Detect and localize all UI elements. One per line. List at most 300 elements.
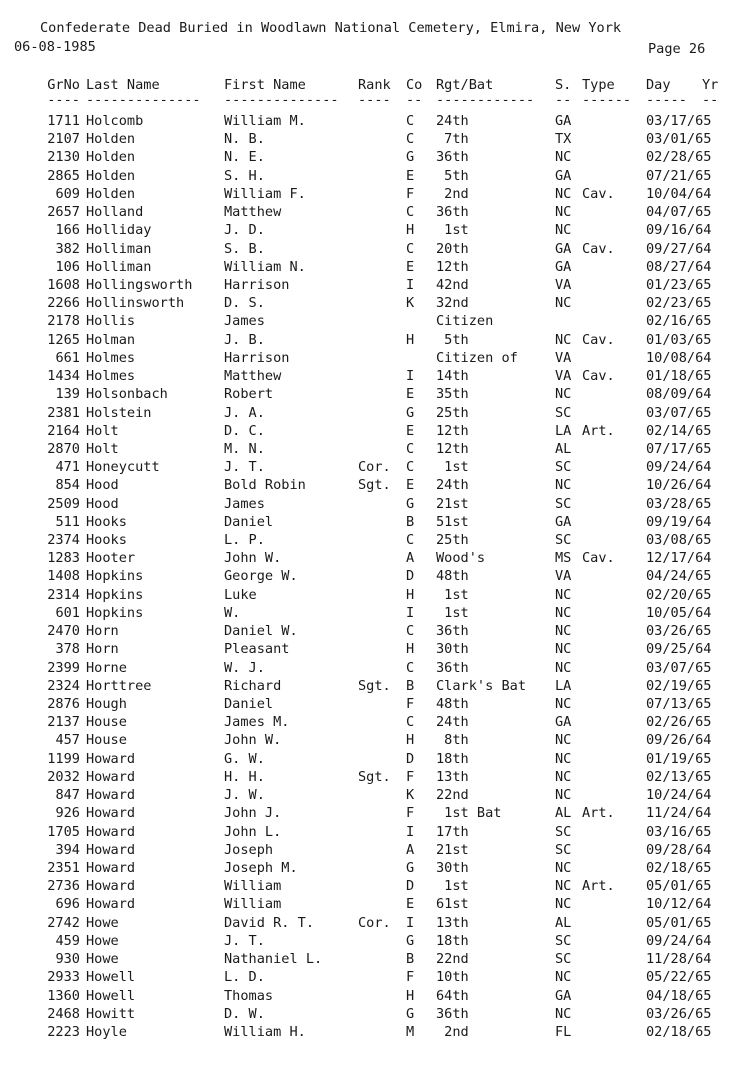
cell-grno: 601 xyxy=(55,604,80,621)
cell-last-name: Horttree xyxy=(86,677,152,694)
column-header-underline xyxy=(0,94,750,106)
cell-first-name: Pleasant xyxy=(224,641,290,658)
cell-last-name: Holman xyxy=(86,331,136,348)
document-date: 06-08-1985 xyxy=(14,39,96,55)
cell-regiment: 12th xyxy=(436,440,469,457)
cell-company: F xyxy=(406,696,415,712)
cell-last-name: Holsonbach xyxy=(86,386,168,403)
table-row xyxy=(0,604,750,622)
cell-last-name: Hooks xyxy=(86,532,127,549)
cell-state: NC xyxy=(555,623,572,640)
table-row xyxy=(0,932,750,950)
cell-regiment: 12th xyxy=(436,258,469,275)
cell-date: 04/07/65 xyxy=(646,204,712,221)
table-row xyxy=(0,221,750,239)
table-row xyxy=(0,203,750,221)
cell-company: C xyxy=(406,131,415,148)
cell-grno: 1199 xyxy=(47,750,80,767)
cell-grno: 1434 xyxy=(47,368,80,385)
table-row xyxy=(0,750,750,768)
cell-state: AL xyxy=(555,440,572,457)
cell-regiment: 13th xyxy=(436,768,469,785)
table-row xyxy=(0,659,750,677)
cell-grno: 854 xyxy=(55,477,80,494)
cell-company: H xyxy=(406,222,415,239)
cell-grno: 139 xyxy=(55,386,80,403)
cell-last-name: Horne xyxy=(86,659,127,676)
cell-state: AL xyxy=(555,914,572,931)
cell-grno: 930 xyxy=(55,951,80,968)
table-row xyxy=(0,276,750,294)
cell-state: NC xyxy=(555,331,572,348)
cell-company: C xyxy=(406,659,415,676)
cell-first-name: James xyxy=(224,313,265,330)
cell-regiment: 20th xyxy=(436,240,469,257)
cell-first-name: James xyxy=(224,495,265,512)
cell-last-name: Holliman xyxy=(86,240,152,257)
cell-regiment: Citizen of xyxy=(436,349,518,366)
cell-state: AL xyxy=(555,805,572,822)
table-row xyxy=(0,713,750,731)
cell-regiment: 18th xyxy=(436,750,469,767)
cell-last-name: Hollinsworth xyxy=(86,295,185,312)
cell-state: SC xyxy=(555,951,572,968)
cell-regiment: 25th xyxy=(436,532,469,549)
underline-state: -- xyxy=(555,92,572,108)
cell-regiment: 25th xyxy=(436,404,469,421)
cell-date: 07/21/65 xyxy=(646,167,712,184)
cell-first-name: W. J. xyxy=(224,659,265,676)
cell-first-name: John W. xyxy=(224,550,282,567)
table-row xyxy=(0,877,750,895)
cell-first-name: William F. xyxy=(224,185,306,202)
cell-last-name: Howard xyxy=(86,768,136,785)
cell-regiment: 21st xyxy=(436,495,469,512)
underline-last-name: -------------- xyxy=(86,92,201,108)
cell-grno: 457 xyxy=(55,732,80,749)
cell-state: GA xyxy=(555,113,572,129)
cell-date: 09/28/64 xyxy=(646,841,712,858)
column-header-regiment: Rgt/Bat xyxy=(436,77,494,93)
table-row xyxy=(0,240,750,258)
table-row xyxy=(0,786,750,804)
cell-regiment: 22nd xyxy=(436,951,469,968)
cell-rank: Sgt. xyxy=(358,768,391,785)
cell-date: 05/01/65 xyxy=(646,914,712,931)
cell-regiment: 1st xyxy=(436,586,469,603)
table-row xyxy=(0,586,750,604)
cell-date: 04/24/65 xyxy=(646,568,712,585)
cell-company: H xyxy=(406,641,415,658)
cell-grno: 106 xyxy=(55,258,80,275)
cell-grno: 2266 xyxy=(47,295,80,312)
cell-rank: Sgt. xyxy=(358,677,391,694)
cell-state: NC xyxy=(555,586,572,603)
cell-regiment: 17th xyxy=(436,823,469,840)
cell-regiment: 1st xyxy=(436,604,469,621)
cell-regiment: 24th xyxy=(436,477,469,494)
table-row xyxy=(0,404,750,422)
cell-last-name: Hollis xyxy=(86,313,136,330)
cell-last-name: Howe xyxy=(86,914,119,931)
cell-regiment: 1st Bat xyxy=(436,805,502,822)
cell-regiment: 36th xyxy=(436,623,469,640)
cell-grno: 2870 xyxy=(47,440,80,457)
cell-state: SC xyxy=(555,823,572,840)
table-row xyxy=(0,731,750,749)
cell-grno: 1360 xyxy=(47,987,80,1004)
cell-first-name: S. H. xyxy=(224,167,265,184)
cell-last-name: Hooks xyxy=(86,513,127,530)
cell-grno: 2381 xyxy=(47,404,80,421)
cell-company: M xyxy=(406,1023,415,1040)
cell-regiment: 1st xyxy=(436,878,469,895)
cell-company: G xyxy=(406,859,415,876)
cell-last-name: House xyxy=(86,714,127,731)
cell-company: D xyxy=(406,878,415,895)
cell-company: C xyxy=(406,623,415,640)
cell-first-name: William H. xyxy=(224,1023,306,1040)
cell-grno: 1705 xyxy=(47,823,80,840)
cell-grno: 2178 xyxy=(47,313,80,330)
cell-first-name: William M. xyxy=(224,113,306,129)
cell-grno: 2736 xyxy=(47,878,80,895)
cell-last-name: Holcomb xyxy=(86,113,144,129)
cell-last-name: Holland xyxy=(86,204,144,221)
cell-date: 12/17/64 xyxy=(646,550,712,567)
cell-first-name: Robert xyxy=(224,386,274,403)
column-header-first-name: First Name xyxy=(224,77,306,93)
cell-last-name: Holden xyxy=(86,167,136,184)
cell-company: D xyxy=(406,750,415,767)
cell-last-name: Holden xyxy=(86,149,136,166)
cell-date: 07/13/65 xyxy=(646,696,712,712)
cell-last-name: Howard xyxy=(86,805,136,822)
cell-regiment: 48th xyxy=(436,568,469,585)
cell-first-name: Daniel W. xyxy=(224,623,298,640)
cell-company: E xyxy=(406,896,415,913)
cell-date: 02/14/65 xyxy=(646,422,712,439)
cell-date: 03/08/65 xyxy=(646,532,712,549)
cell-last-name: Hollingsworth xyxy=(86,276,193,293)
cell-last-name: Hopkins xyxy=(86,604,144,621)
table-row xyxy=(0,112,750,130)
cell-last-name: Howard xyxy=(86,896,136,913)
cell-grno: 2933 xyxy=(47,969,80,986)
cell-state: NC xyxy=(555,477,572,494)
cell-last-name: House xyxy=(86,732,127,749)
cell-state: NC xyxy=(555,859,572,876)
cell-first-name: John L. xyxy=(224,823,282,840)
cell-grno: 2130 xyxy=(47,149,80,166)
cell-type: Cav. xyxy=(582,550,615,567)
table-row xyxy=(0,185,750,203)
cell-first-name: J. D. xyxy=(224,222,265,239)
table-row xyxy=(0,768,750,786)
cell-date: 10/26/64 xyxy=(646,477,712,494)
cell-company: E xyxy=(406,386,415,403)
cell-first-name: N. B. xyxy=(224,131,265,148)
cell-grno: 2374 xyxy=(47,532,80,549)
cell-company: G xyxy=(406,149,415,166)
cell-date: 05/22/65 xyxy=(646,969,712,986)
cell-date: 09/24/64 xyxy=(646,459,712,476)
cell-type: Cav. xyxy=(582,240,615,257)
cell-company: C xyxy=(406,240,415,257)
cell-date: 05/01/65 xyxy=(646,878,712,895)
cell-date: 11/28/64 xyxy=(646,951,712,968)
underline-company: -- xyxy=(406,92,423,108)
table-row xyxy=(0,968,750,986)
table-row xyxy=(0,859,750,877)
cell-regiment: 36th xyxy=(436,204,469,221)
cell-state: SC xyxy=(555,932,572,949)
cell-grno: 2223 xyxy=(47,1023,80,1040)
cell-regiment: 12th xyxy=(436,422,469,439)
cell-company: B xyxy=(406,677,415,694)
cell-regiment: 22nd xyxy=(436,787,469,804)
table-row xyxy=(0,804,750,822)
cell-regiment: 1st xyxy=(436,222,469,239)
cell-date: 04/18/65 xyxy=(646,987,712,1004)
cell-state: NC xyxy=(555,386,572,403)
cell-regiment: 5th xyxy=(436,167,469,184)
cell-company: F xyxy=(406,768,415,785)
cell-regiment: 30th xyxy=(436,859,469,876)
cell-regiment: 13th xyxy=(436,914,469,931)
cell-state: GA xyxy=(555,987,572,1004)
cell-first-name: Luke xyxy=(224,586,257,603)
cell-first-name: James M. xyxy=(224,714,290,731)
underline-type: ------ xyxy=(582,92,632,108)
table-row xyxy=(0,640,750,658)
cell-date: 01/23/65 xyxy=(646,276,712,293)
cell-first-name: Joseph M. xyxy=(224,859,298,876)
cell-rank: Sgt. xyxy=(358,477,391,494)
cell-type: Cav. xyxy=(582,185,615,202)
cell-last-name: Howe xyxy=(86,932,119,949)
cell-first-name: Harrison xyxy=(224,276,290,293)
cell-state: GA xyxy=(555,513,572,530)
cell-date: 10/05/64 xyxy=(646,604,712,621)
cell-type: Art. xyxy=(582,422,615,439)
cell-first-name: Joseph xyxy=(224,841,274,858)
table-row xyxy=(0,895,750,913)
underline-first-name: -------------- xyxy=(224,92,339,108)
table-row xyxy=(0,458,750,476)
cell-state: LA xyxy=(555,422,572,439)
cell-last-name: Holt xyxy=(86,422,119,439)
cell-regiment: 61st xyxy=(436,896,469,913)
cell-state: GA xyxy=(555,714,572,731)
cell-date: 03/07/65 xyxy=(646,659,712,676)
cell-last-name: Howard xyxy=(86,878,136,895)
cell-first-name: Harrison xyxy=(224,349,290,366)
cell-grno: 1608 xyxy=(47,276,80,293)
cell-grno: 166 xyxy=(55,222,80,239)
cell-grno: 2876 xyxy=(47,696,80,712)
table-row xyxy=(0,422,750,440)
table-row xyxy=(0,148,750,166)
cell-company: F xyxy=(406,969,415,986)
cell-last-name: Hood xyxy=(86,477,119,494)
cell-grno: 1711 xyxy=(47,113,80,129)
cell-state: NC xyxy=(555,878,572,895)
cell-last-name: Holden xyxy=(86,185,136,202)
cell-date: 09/19/64 xyxy=(646,513,712,530)
cell-regiment: 2nd xyxy=(436,185,469,202)
cell-regiment: 24th xyxy=(436,714,469,731)
table-row xyxy=(0,914,750,932)
cell-regiment: Clark's Bat xyxy=(436,677,527,694)
cell-last-name: Holmes xyxy=(86,349,136,366)
cell-date: 10/04/64 xyxy=(646,185,712,202)
cell-last-name: Howard xyxy=(86,823,136,840)
table-row xyxy=(0,677,750,695)
cell-grno: 2742 xyxy=(47,914,80,931)
table-row xyxy=(0,476,750,494)
table-row xyxy=(0,167,750,185)
cell-grno: 2137 xyxy=(47,714,80,731)
cell-date: 02/16/65 xyxy=(646,313,712,330)
cell-company: H xyxy=(406,987,415,1004)
cell-regiment: 1st xyxy=(436,459,469,476)
cell-regiment: 64th xyxy=(436,987,469,1004)
cell-company: C xyxy=(406,204,415,221)
table-row xyxy=(0,567,750,585)
cell-last-name: Hoyle xyxy=(86,1023,127,1040)
cell-first-name: D. C. xyxy=(224,422,265,439)
underline-regiment: ------------ xyxy=(436,92,535,108)
cell-date: 09/25/64 xyxy=(646,641,712,658)
cell-grno: 2351 xyxy=(47,859,80,876)
cell-company: H xyxy=(406,331,415,348)
cell-company: I xyxy=(406,823,415,840)
cell-state: NC xyxy=(555,696,572,712)
cell-first-name: Matthew xyxy=(224,204,282,221)
cell-last-name: Hopkins xyxy=(86,568,144,585)
cell-first-name: George W. xyxy=(224,568,298,585)
cell-date: 09/26/64 xyxy=(646,732,712,749)
cell-company: B xyxy=(406,513,415,530)
cell-company: G xyxy=(406,404,415,421)
cell-regiment: 18th xyxy=(436,932,469,949)
cell-first-name: G. W. xyxy=(224,750,265,767)
cell-state: NC xyxy=(555,787,572,804)
cell-regiment: 10th xyxy=(436,969,469,986)
cell-company: K xyxy=(406,787,415,804)
cell-date: 02/26/65 xyxy=(646,714,712,731)
cell-first-name: D. S. xyxy=(224,295,265,312)
cell-first-name: William N. xyxy=(224,258,306,275)
cell-date: 02/13/65 xyxy=(646,768,712,785)
cell-date: 09/24/64 xyxy=(646,932,712,949)
cell-state: VA xyxy=(555,349,572,366)
cell-grno: 609 xyxy=(55,185,80,202)
cell-company: E xyxy=(406,477,415,494)
burial-table-body xyxy=(0,112,750,1041)
cell-rank: Cor. xyxy=(358,459,391,476)
cell-date: 03/01/65 xyxy=(646,131,712,148)
cell-last-name: Howell xyxy=(86,969,136,986)
cell-company: E xyxy=(406,422,415,439)
cell-state: NC xyxy=(555,222,572,239)
cell-grno: 847 xyxy=(55,787,80,804)
cell-date: 03/26/65 xyxy=(646,1005,712,1022)
cell-company: G xyxy=(406,495,415,512)
cell-first-name: Nathaniel L. xyxy=(224,951,323,968)
cell-grno: 1283 xyxy=(47,550,80,567)
cell-first-name: J. T. xyxy=(224,459,265,476)
cell-regiment: 24th xyxy=(436,113,469,129)
cell-date: 10/08/64 xyxy=(646,349,712,366)
table-row xyxy=(0,1023,750,1041)
cell-state: SC xyxy=(555,495,572,512)
table-row xyxy=(0,349,750,367)
cell-state: SC xyxy=(555,841,572,858)
page-number: Page 26 xyxy=(648,41,706,57)
table-row xyxy=(0,987,750,1005)
cell-regiment: 32nd xyxy=(436,295,469,312)
cell-state: NC xyxy=(555,641,572,658)
cell-last-name: Holden xyxy=(86,131,136,148)
cell-grno: 2468 xyxy=(47,1005,80,1022)
column-header-rank: Rank xyxy=(358,77,391,93)
cell-last-name: Howard xyxy=(86,841,136,858)
cell-type: Art. xyxy=(582,805,615,822)
cell-company: C xyxy=(406,532,415,549)
cell-state: NC xyxy=(555,969,572,986)
cell-last-name: Holliman xyxy=(86,258,152,275)
cell-regiment: 8th xyxy=(436,732,469,749)
cell-type: Art. xyxy=(582,878,615,895)
cell-last-name: Holmes xyxy=(86,368,136,385)
cell-state: NC xyxy=(555,732,572,749)
cell-regiment: 36th xyxy=(436,149,469,166)
cell-grno: 1408 xyxy=(47,568,80,585)
cell-company: F xyxy=(406,185,415,202)
cell-date: 01/19/65 xyxy=(646,750,712,767)
cell-date: 03/16/65 xyxy=(646,823,712,840)
cell-grno: 2865 xyxy=(47,167,80,184)
cell-state: NC xyxy=(555,1005,572,1022)
cell-first-name: J. A. xyxy=(224,404,265,421)
cell-state: SC xyxy=(555,532,572,549)
cell-company: G xyxy=(406,1005,415,1022)
cell-company: D xyxy=(406,568,415,585)
cell-last-name: Howard xyxy=(86,787,136,804)
cell-company: A xyxy=(406,550,415,567)
cell-first-name: H. H. xyxy=(224,768,265,785)
cell-first-name: J. W. xyxy=(224,787,265,804)
cell-first-name: D. W. xyxy=(224,1005,265,1022)
table-row xyxy=(0,130,750,148)
cell-first-name: Bold Robin xyxy=(224,477,306,494)
cell-state: NC xyxy=(555,185,572,202)
cell-first-name: W. xyxy=(224,604,241,621)
column-header-company: Co xyxy=(406,77,423,93)
cell-state: VA xyxy=(555,276,572,293)
cell-grno: 2107 xyxy=(47,131,80,148)
cell-state: NC xyxy=(555,896,572,913)
cell-grno: 382 xyxy=(55,240,80,257)
cell-last-name: Holt xyxy=(86,440,119,457)
cell-grno: 511 xyxy=(55,513,80,530)
table-row xyxy=(0,367,750,385)
cell-first-name: William xyxy=(224,896,282,913)
cell-first-name: J. T. xyxy=(224,932,265,949)
cell-company: G xyxy=(406,932,415,949)
